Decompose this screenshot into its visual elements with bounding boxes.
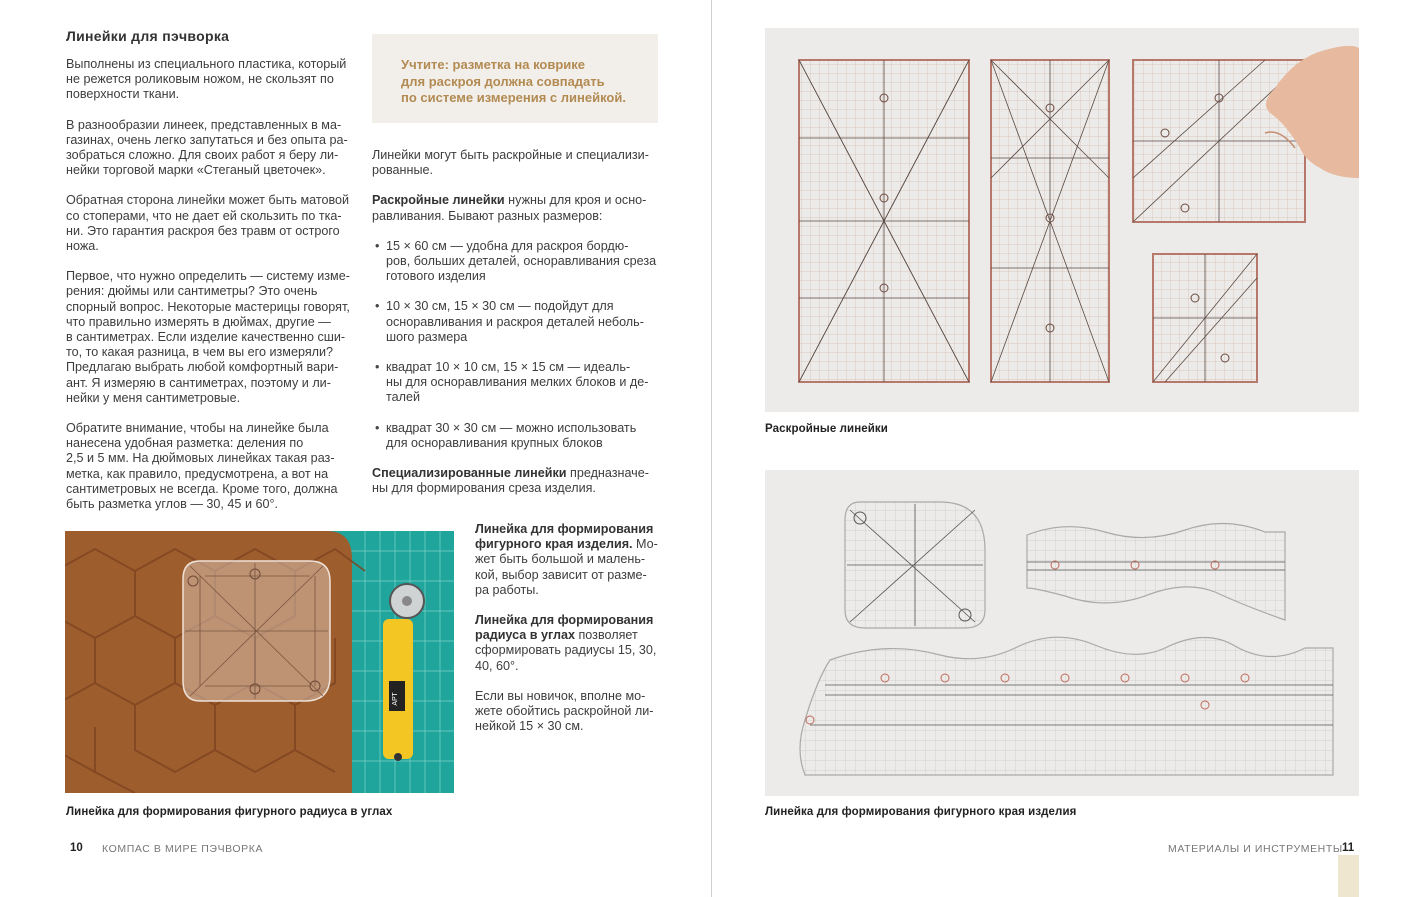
photo-edge-rulers — [765, 470, 1359, 796]
sidebar-text: Мо- жет быть большой и малень- кой, выбор зависит от разме- ра работы. — [475, 537, 658, 597]
photo-radius-ruler-illustration — [65, 531, 454, 793]
body-column-right — [372, 148, 672, 511]
photo-cutting-rulers — [765, 28, 1359, 412]
sidebar-text: позволяет сформировать радиусы 15, 30, 40, 60°. — [475, 628, 657, 673]
page-number-right: 11 — [1342, 842, 1355, 854]
paragraph: Обратная сторона линейки может быть матовой со стоперами, что не дает ей скользить по тка- ни. Это гарантия раскроя без травм от острого ножа. — [66, 193, 350, 254]
photo-cutting-rulers-illustration — [765, 28, 1359, 412]
cutting-rulers-text: нужны для кроя и осно- равливания. Бывают разных размеров: — [372, 193, 647, 223]
paragraph: Обратите внимание, чтобы на линейке была нанесена удобная разметка: деления по 2,5 и 5 мм. На дюймовых линейках такая раз- метка, как правило, предусмотрена, а вот на сантиметровых не всегда. Кроме того, должна быть разметка углов — 30, 45 и 60°. — [66, 421, 338, 512]
special-rulers-text: предназначе- ны для формирования среза изделия. — [372, 466, 649, 496]
sidebar-paragraph — [475, 522, 665, 598]
term-special-rulers: Специализированные линейки — [372, 466, 567, 481]
intro-paragraph: Линейки могут быть раскройные и специализи- рованные. — [372, 148, 649, 178]
photo-caption: Линейка для формирования фигурного радиуса в углах — [66, 806, 393, 818]
sidebar-paragraph: Если вы новичок, вполне мо- жете обойтись раскройной ли- нейкой 15 × 30 см. — [475, 688, 654, 734]
cutting-rulers-paragraph — [372, 193, 672, 223]
list-item: • 15 × 60 см — удобна для раскроя бордю- ров, больших деталей, оснoравливания среза готового изделия — [372, 239, 672, 285]
photo-edge-rulers-illustration — [765, 470, 1359, 796]
callout-text: Учтите: разметка на коврике для раскроя должна совпадать по системе измерения с линейкой. — [401, 57, 626, 105]
special-rulers-paragraph — [372, 466, 672, 496]
sidebar-paragraph — [475, 613, 665, 674]
running-title-left: КОМПАС В МИРЕ ПЭЧВОРКА — [102, 843, 264, 855]
photo-caption: Раскройные линейки — [765, 423, 888, 435]
term-radius-ruler: Линейка для формирования радиуса в углах — [475, 613, 654, 643]
photo-radius-ruler — [65, 531, 454, 793]
list-item: • квадрат 10 × 10 см, 15 × 15 см — идеаль- ны для оснoравливания мелких блоков и де- талей — [372, 360, 672, 406]
photo-caption: Линейка для формирования фигурного края изделия — [765, 806, 1077, 818]
size-list — [372, 239, 672, 451]
page-gutter — [711, 0, 712, 897]
cutter-brand-label: АРТ — [392, 692, 399, 706]
section-heading: Линейки для пэчворка — [66, 28, 230, 44]
callout-box — [372, 34, 658, 123]
sidebar-column — [475, 522, 665, 749]
body-column-left — [66, 57, 366, 527]
running-title-right: МАТЕРИАЛЫ И ИНСТРУМЕНТЫ — [1168, 843, 1343, 855]
term-cutting-rulers: Раскройные линейки — [372, 193, 505, 208]
paragraph: Первое, что нужно определить — систему изме- рения: дюймы или сантиметры? Это очень спорный вопрос. Некоторые мастерицы говорят, что правильно измерять в дюймах, другие — в сантиметрах. Если изделие качественно сши- то, то какая разница, в чем вы его измеряли? Предлагаю выбрать любой комфортный вари- ант. Я измеряю в сантиметрах, поэтому и ли- нейки у меня сантиметровые. — [66, 269, 350, 405]
list-item: • 10 × 30 см, 15 × 30 см — подойдут для оснoравливания и раскроя деталей неболь- шого размера — [372, 299, 672, 345]
list-item: • квадрат 30 × 30 см — можно использовать для оснoравливания крупных блоков — [372, 421, 672, 451]
page-number-left: 10 — [70, 842, 83, 854]
chapter-tab-marker — [1338, 855, 1359, 897]
term-shaped-edge-ruler: Линейка для формирования фигурного края изделия. — [475, 522, 654, 552]
paragraph: В разнообразии линеек, представленных в ма- газинах, очень легко запутаться и без опыта ра- зобраться сложно. Для своих работ я беру ли- нейки торговой марки «Стеганый цветочек». — [66, 117, 348, 178]
paragraph: Выполнены из специального пластика, который не режется роликовым ножом, не скользят по поверхности ткани. — [66, 57, 347, 102]
